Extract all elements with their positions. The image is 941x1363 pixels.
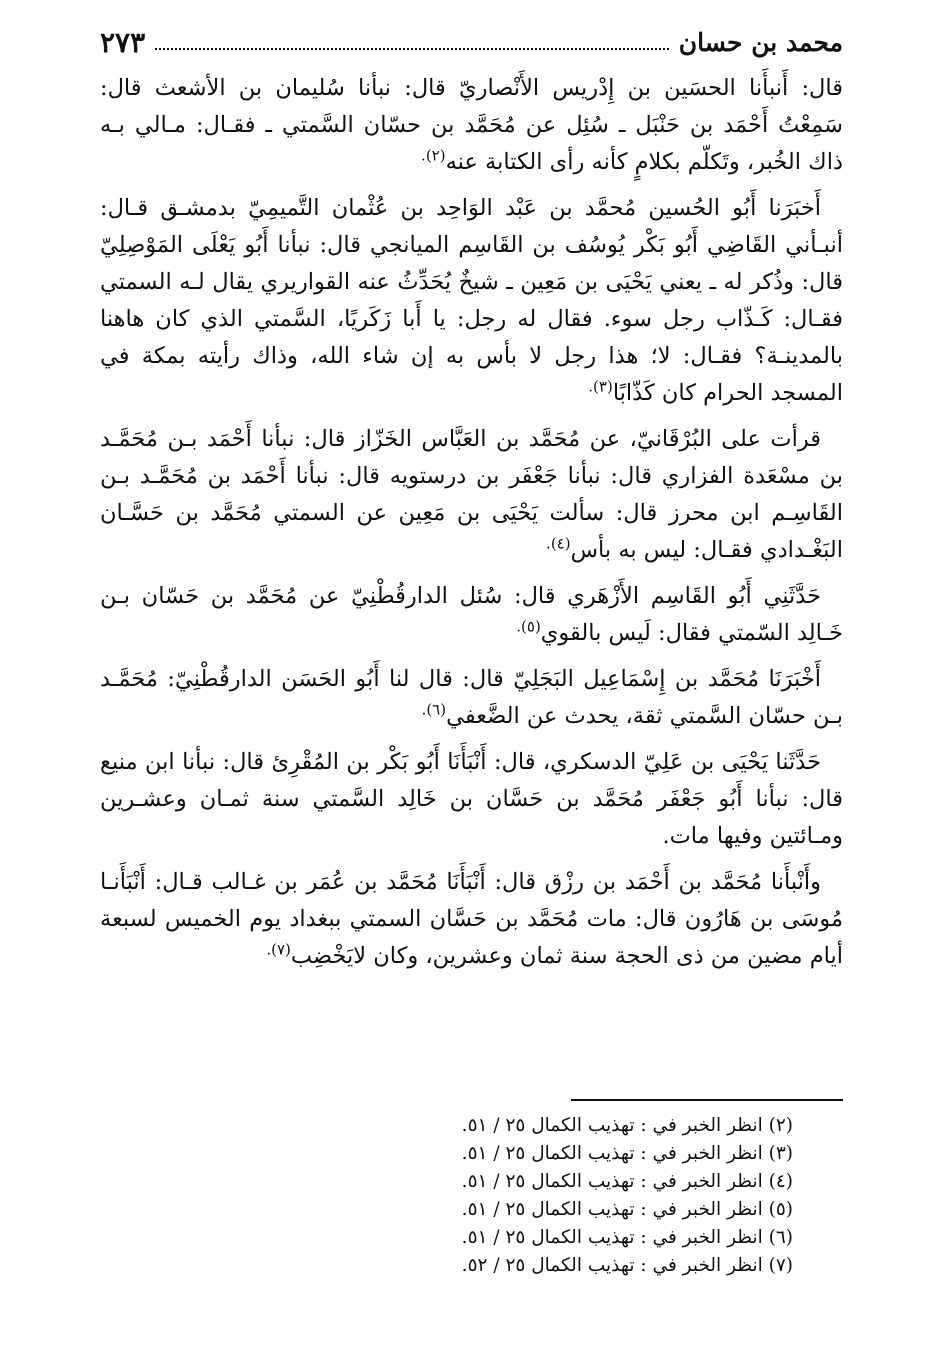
paragraph <box>100 190 843 412</box>
paragraph <box>100 744 843 855</box>
footnote-reference: (٥). <box>516 617 541 636</box>
footnote-reference: (٧). <box>266 940 291 959</box>
paragraph-text: أَخبَرَنا أَبُو الحُسين مُحمَّد بن عَبْد الوَاحِد بن عُثْمان التَّميمِيّ بدمشـق قـال: أنبـأني القَاضِي أَبُو بَكْر يُوسُف بن القَاسِم الميانجي قال: نبأنا أَبُو يَعْلَى المَوْصِلِيّ قال: وذُكر له ـ يعني يَحْيَى بن مَعِين ـ شيخٌ يُحَدِّثُ عنه القواريري يقال لـه السمتي فقـال: كَـذّاب رجل سوء. فقال له رجل: يا أَبا زَكَريًا، السَّمتي الذي كان هاهنا بالمدينـة؟ فقـال: لا؛ هذا رجل لا بأس به إن شاء الله، وذاك رأيته بمكة في المسجد الحرام كان كَذّابًا <box>100 195 843 406</box>
paragraph <box>100 421 843 569</box>
footnote-reference: (٤). <box>546 534 571 553</box>
footnote: (٥) انظر الخبر في : تهذيب الكمال ٢٥ / ٥١. <box>461 1199 793 1220</box>
paragraph-text: قال: أَنبأَنا الحسَين بن إِدْريس الأَنْصاريّ قال: نبأنا سُليمان بن الأشعث قال: سَمِعْتُ أَحْمَد بن حَنْبَل ـ سُئِل عن مُحَمَّد بن حسّان السَّمتي ـ فقـال: مـالي بـه ذاك الخُبر، وتَكلّم بكلامٍ كأنه رأى الكتابة عنه <box>100 75 843 175</box>
paragraph-text: وأَنْبأَنا مُحَمَّد بن أَحْمَد بن رزْق قال: أَنْبَأَنَا مُحَمَّد بن عُمَر بن غـالب قـال: أَنْبَأَنـا مُوسَى بن هَارُون قال: مات مُحَمَّد بن حَسَّان السمتي ببغداد يوم الخميس لسبعة أيام مضين من ذى الحجة سنة ثمان وعشرين، وكان لايَخْضِب <box>100 869 843 969</box>
paragraph-text: أَخْبَرَنَا مُحَمَّد بن إِسْمَاعِيل البَجَلِيّ قال: قال لنا أَبُو الحَسَن الدارقُطْنِيّ: مُحَمَّـد بـن حسّان السَّمتي ثقة، يحدث عن الضَّعفي <box>100 666 843 729</box>
footnote-reference: (٣). <box>588 377 613 396</box>
footnote-reference: (٢). <box>421 146 446 165</box>
main-text <box>100 70 843 984</box>
footnote: (٤) انظر الخبر في : تهذيب الكمال ٢٥ / ٥١. <box>461 1171 793 1192</box>
paragraph <box>100 864 843 975</box>
page-number: ٢٧٣ <box>100 25 146 59</box>
paragraph <box>100 70 843 181</box>
footnote-separator <box>571 1099 843 1101</box>
paragraph-text: حَدَّثَنا يَحْيَى بن عَلِيّ الدسكري، قال: أَنْبَأَنَا أَبُو بَكْر بن المُقْرِئ قال: نبأنا ابن منيع قال: نبأنا أَبُو جَعْفَر مُحَمَّد بن حَسَّان بن خَالِد السَّمتي سنة ثمـان وعشـرين ومـائتين وفيها مات. <box>100 749 843 849</box>
footnote: (٦) انظر الخبر في : تهذيب الكمال ٢٥ / ٥١. <box>461 1227 793 1248</box>
paragraph <box>100 578 843 652</box>
running-title: محمد بن حسان <box>678 27 843 57</box>
paragraph <box>100 661 843 735</box>
footnote: (٣) انظر الخبر في : تهذيب الكمال ٢٥ / ٥١. <box>461 1143 793 1164</box>
footnotes <box>100 1112 793 1280</box>
footnote: (٢) انظر الخبر في : تهذيب الكمال ٢٥ / ٥١. <box>461 1115 793 1136</box>
page-header <box>100 22 843 62</box>
paragraph-text: حَدَّثَنِي أَبُو القَاسِم الأَزْهَري قال: سُئل الدارقُطْنِيّ عن مُحَمَّد بن حَسّان بـن خَـالِد السّمتي فقال: لَيس بالقوي <box>100 583 843 646</box>
footnote-reference: (٦). <box>421 700 447 719</box>
dotted-leader <box>155 34 669 50</box>
footnote: (٧) انظر الخبر في : تهذيب الكمال ٢٥ / ٥٢. <box>461 1255 793 1276</box>
paragraph-text: قرأت على البُرْقَانيّ، عن مُحَمَّد بن العَبَّاس الخَزّاز قال: نبأنا أَحْمَد بـن مُحَمَّـد بن مسْعَدة الفزاري قال: نبأنا جَعْفَر بن درستويه قال: نبأنا أَحْمَد بن مُحَمَّـد بـن القَاسِـم ابن محرز قال: سألت يَحْيَى بن مَعِين عن السمتي مُحَمَّد بن حَسَّـان البَغْـدادي فقـال: ليس به بأس <box>100 426 843 563</box>
